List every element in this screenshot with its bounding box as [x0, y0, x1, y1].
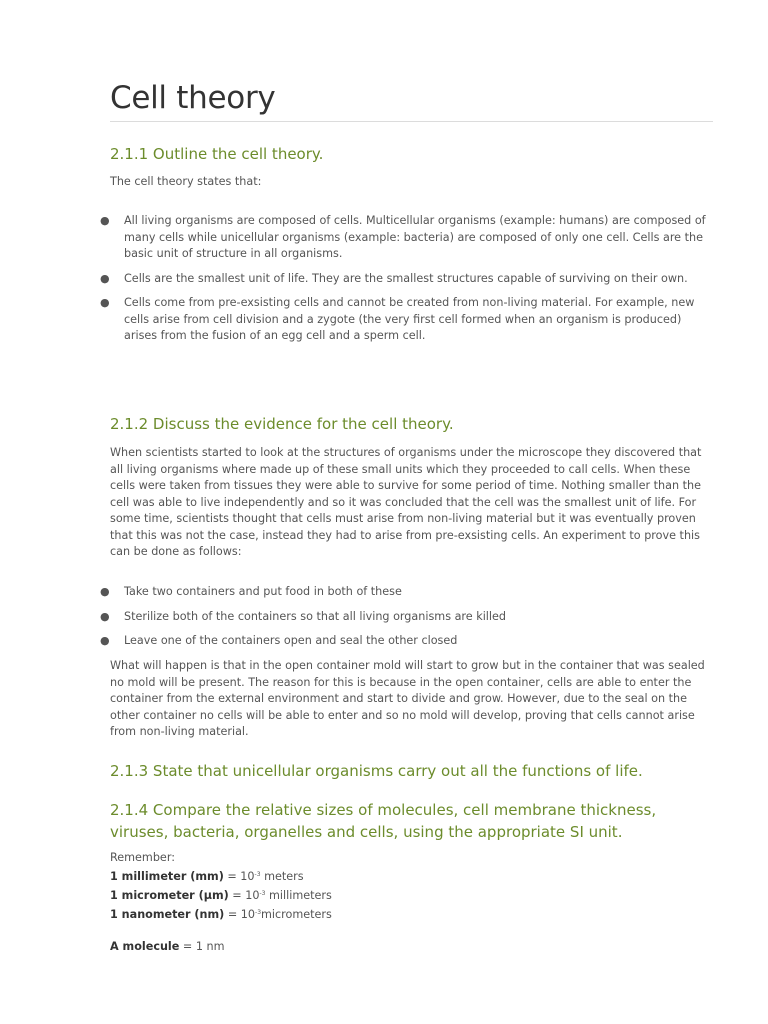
- cell-theory-intro: The cell theory states that:: [110, 175, 262, 188]
- unit-row-mm: 1 millimeter $(mm) = 10^{-3}$ meters: [110, 870, 304, 883]
- bullet-icon: ●: [100, 214, 110, 227]
- bullet-icon: ●: [100, 271, 110, 285]
- list-item: ● All living organisms are composed of cells. Multicellular organisms (example: humans) are composed of many cells while unicellular organisms (example: bacteria) are composed of only one cell. Cells are the basic unit of structure in all organisms.: [100, 214, 706, 260]
- section-heading-2-1-1: 2.1.1 Outline the cell theory.: [110, 145, 324, 163]
- molecule-size-row: A molecule = 1 nm: [110, 940, 225, 953]
- evidence-paragraph: When scientists started to look at the structures of organisms under the microscope they discovered that all living organisms where made up of these small units which they proceeded to call cells. When these cells were taken from tissues they were able to survive for some period of time. Nothing smaller than the cell was able to live independently and so it was concluded that the cell was the smallest unit of life. For some time, scientists thought that cells must arise from non-living material but it was eventually proven that this was not the case, instead they had to arise from pre-exsisting cells. An experiment to prove this can be done as follows:: [110, 446, 702, 558]
- list-item: ● Leave one of the containers open and seal the other closed: [110, 633, 713, 650]
- section-heading-2-1-2: 2.1.2 Discuss the evidence for the cell theory.: [110, 415, 454, 433]
- title-divider: [110, 121, 713, 122]
- bullet-icon: ●: [100, 296, 110, 309]
- experiment-result-paragraph: What will happen is that in the open container mold will start to grow but in the container that was sealed no mold will be present. The reason for this is because in the open container, cells are able to enter the container from the external environment and start to divide and grow. However, due to the seal on the other container no cells will be able to enter and so no mold will develop, proving that cells cannot arise from non-living material.: [110, 659, 705, 738]
- section-heading-2-1-3: 2.1.3 State that unicellular organisms carry out all the functions of life.: [110, 762, 643, 780]
- bullet-icon: ●: [100, 609, 110, 623]
- section-heading-2-1-4: 2.1.4 Compare the relative sizes of molecules, cell membrane thickness, viruses, bacteria, organelles and cells, using the appropriate SI unit.: [110, 801, 657, 841]
- experiment-steps-list: [100, 584, 713, 650]
- cell-theory-list: [100, 213, 713, 345]
- bullet-icon: ●: [100, 634, 110, 647]
- remember-label: Remember:: [110, 851, 175, 864]
- list-item: ● Sterilize both of the containers so that all living organisms are killed: [110, 609, 713, 626]
- unit-row-nm: 1 nanometer $(nm) = 10^{-3}micrometers$: [110, 908, 332, 921]
- bullet-icon: ●: [100, 585, 110, 598]
- si-units-block: [110, 849, 332, 955]
- unit-row-um: 1 micrometer $(\mu m) = 10^{-3}$ millimeters: [110, 889, 332, 902]
- list-item: ● Cells come from pre-exsisting cells and cannot be created from non-living material. For example, new cells arise from cell division and a zygote (the very first cell formed when an organism is produced) arises from the fusion of an egg cell and a sperm cell.: [100, 296, 695, 342]
- page-title: Cell theory: [110, 80, 276, 116]
- list-item: ● Take two containers and put food in both of these: [110, 584, 713, 601]
- list-item: ● Cells are the smallest unit of life. They are the smallest structures capable of surviving on their own.: [110, 271, 713, 288]
